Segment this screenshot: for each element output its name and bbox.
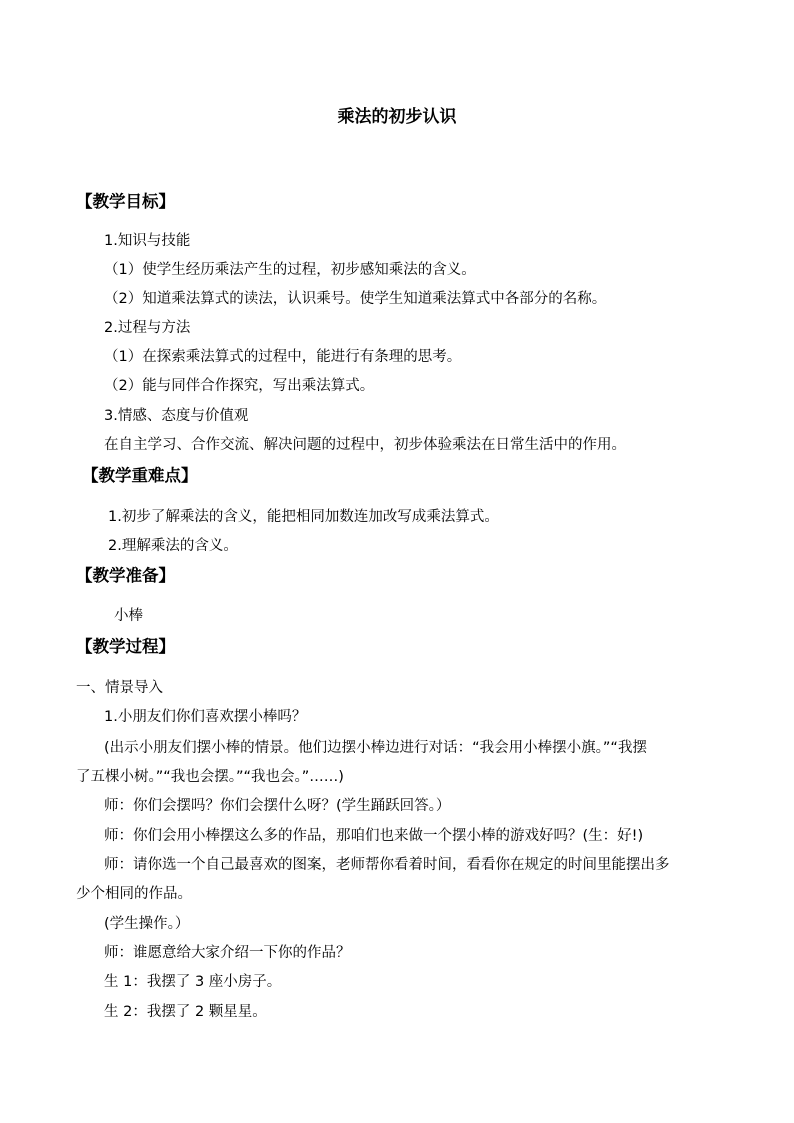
- key-point-line: 1.初步了解乘法的含义，能把相同加数连加改写成乘法算式。: [108, 509, 499, 525]
- preparation-line: 小棒: [114, 608, 143, 624]
- process-line: 师：你们会用小棒摆这么多的作品，那咱们也来做一个摆小棒的游戏好吗？(生：好!): [104, 828, 644, 844]
- section-heading-objectives: 【教学目标】: [76, 192, 175, 211]
- process-line: 生 1：我摆了 3 座小房子。: [104, 974, 282, 990]
- objective-line: 在自主学习、合作交流、解决问题的过程中，初步体验乘法在日常生活中的作用。: [104, 437, 626, 453]
- objective-line: （2）知道乘法算式的读法，认识乘号。使学生知道乘法算式中各部分的名称。: [104, 291, 607, 307]
- objective-line: 2.过程与方法: [104, 320, 191, 336]
- process-line: 少个相同的作品。: [76, 886, 192, 902]
- process-line: 师：请你选一个自己最喜欢的图案，老师帮你看着时间，看看你在规定的时间里能摆出多: [104, 857, 670, 873]
- section-heading-process: 【教学过程】: [76, 637, 175, 656]
- objective-line: （2）能与同伴合作探究，写出乘法算式。: [104, 378, 375, 394]
- process-line: 一、情景导入: [76, 680, 163, 696]
- process-line: 1.小朋友们你们喜欢摆小棒吗？: [104, 709, 307, 725]
- section-heading-preparation: 【教学准备】: [76, 566, 175, 585]
- section-heading-key-points: 【教学重难点】: [82, 466, 198, 485]
- process-line: (学生操作。）: [104, 916, 190, 932]
- process-line: 师：你们会摆吗？你们会摆什么呀？(学生踊跃回答。）: [104, 798, 451, 814]
- key-point-line: 2.理解乘法的含义。: [108, 538, 238, 554]
- objective-line: （1）在探索乘法算式的过程中，能进行有条理的思考。: [104, 349, 462, 365]
- process-line: 生 2：我摆了 2 颗星星。: [104, 1004, 267, 1020]
- objective-line: 1.知识与技能: [104, 233, 191, 249]
- objective-line: （1）使学生经历乘法产生的过程，初步感知乘法的含义。: [104, 262, 476, 278]
- objective-line: 3.情感、态度与价值观: [104, 408, 249, 424]
- process-line: 师：谁愿意给大家介绍一下你的作品？: [104, 945, 351, 961]
- page-title: 乘法的初步认识: [337, 107, 457, 127]
- process-line: 了五棵小树。”“我也会摆。”“我也会。”……): [76, 769, 344, 785]
- process-line: (出示小朋友们摆小棒的情景。他们边摆小棒边进行对话：“我会用小棒摆小旗。”“我摆: [104, 740, 647, 756]
